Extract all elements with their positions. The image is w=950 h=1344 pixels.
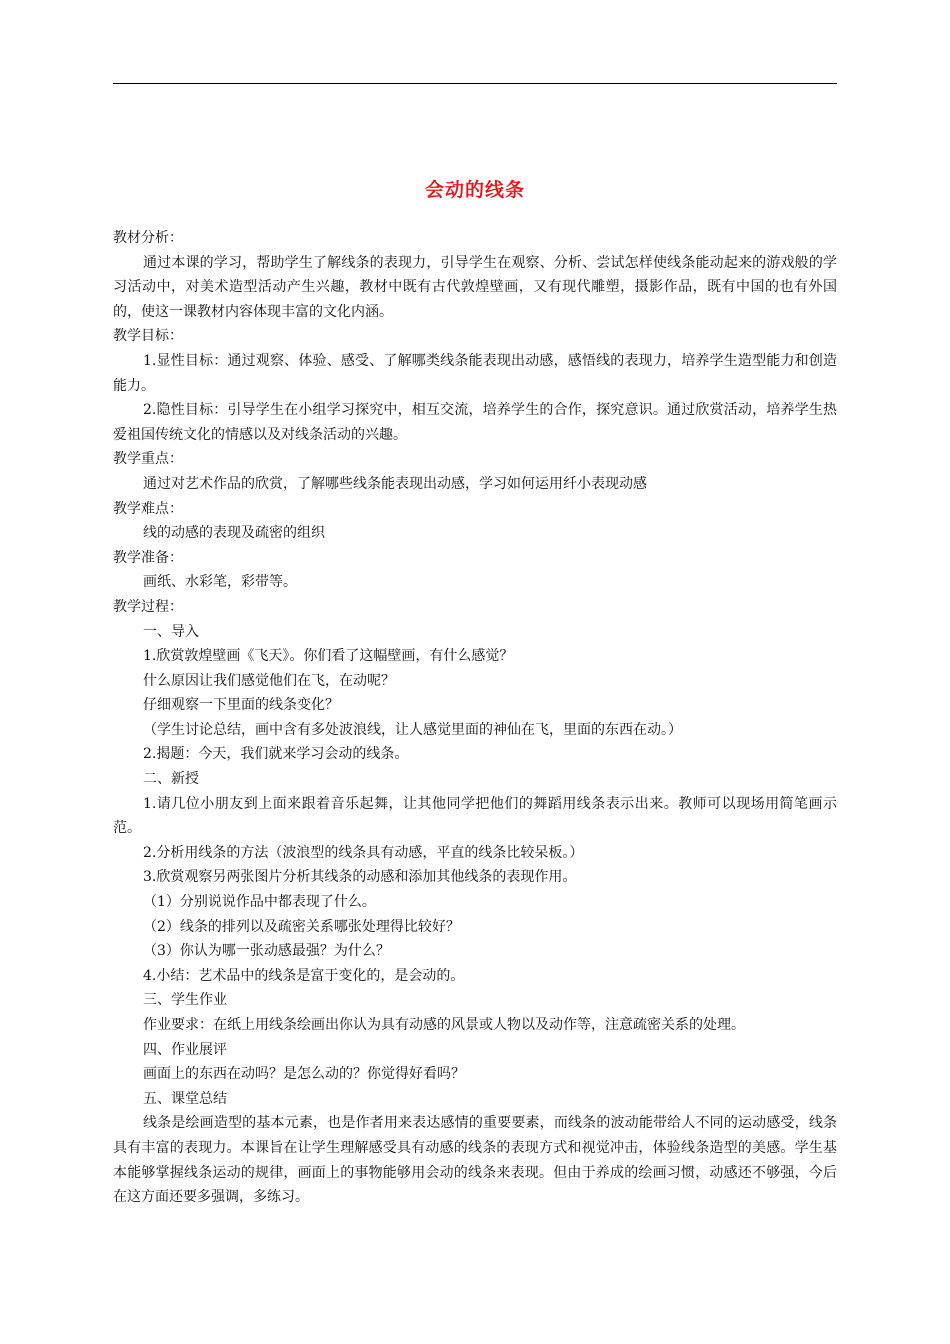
process-line: （学生讨论总结，画中含有多处波浪线，让人感觉里面的神仙在飞，里面的东西在动。） [143,721,682,738]
process-line: 四、作业展评 [143,1041,227,1058]
paragraph-difficulty: 线的动感的表现及疏密的组织 [143,525,325,542]
paragraph-analysis: 通过本课的学习，帮助学生了解线条的表现力，引导学生在观察、分析、尝试怎样使线条能动起来的游戏般的学习活动中，对美术造型活动产生兴趣，教材中既有古代敦煌壁画，又有现代雕塑，摄影作品，既有中国的也有外国的，使这一课教材内容体现丰富的文化内涵。 [113,254,837,320]
page-title: 会动的线条 [424,179,525,201]
section-heading-difficulty: 教学难点： [113,500,183,517]
paragraph-goal-explicit: 1.显性目标：通过观察、体验、感受、了解哪类线条能表现出动感，感悟线的表现力，培养学生造型能力和创造能力。 [113,352,837,394]
section-heading-goals: 教学目标： [113,328,183,345]
process-line: 画面上的东西在动吗？是怎么动的？你觉得好看吗？ [143,1066,465,1083]
process-line: 仔细观察一下里面的线条变化？ [143,697,339,714]
process-line: 什么原因让我们感觉他们在飞，在动呢？ [143,672,395,689]
section-heading-analysis: 教材分析： [113,230,183,246]
process-line: 1.欣赏敦煌壁画《飞天》。你们看了这幅壁画，有什么感觉？ [143,648,514,665]
process-line: 2.揭题：今天，我们就来学习会动的线条。 [143,746,409,763]
process-line: 作业要求：在纸上用线条绘画出你认为具有动感的风景或人物以及动作等，注意疏密关系的处理。 [143,1017,745,1033]
paragraph-prep: 画纸、水彩笔，彩带等。 [143,574,297,591]
section-heading-process: 教学过程： [113,598,183,615]
process-line: 4.小结：艺术品中的线条是富于变化的，是会动的。 [143,967,465,984]
paragraph-goal-implicit: 2.隐性目标：引导学生在小组学习探究中，相互交流，培养学生的合作，探究意识。通过欣赏活动，培养学生热爱祖国传统文化的情感以及对线条活动的兴趣。 [113,402,837,443]
document-body [113,226,837,1210]
process-line: （2）线条的排列以及疏密关系哪张处理得比较好？ [143,918,460,935]
process-line: 3.欣赏观察另两张图片分析其线条的动感和添加其他线条的表现作用。 [143,869,577,886]
process-line: 2.分析用线条的方法（波浪型的线条具有动感，平直的线条比较呆板。） [143,844,584,861]
process-line: （3）你认为哪一张动感最强？为什么？ [143,943,390,960]
paragraph-focus: 通过对艺术作品的欣赏，了解哪些线条能表现出动感，学习如何运用纤小表现动感 [143,475,647,492]
process-line: 1.请几位小朋友到上面来跟着音乐起舞，让其他同学把他们的舞蹈用线条表示出来。教师可以现场用简笔画示范。 [113,795,837,837]
process-line: （1）分别说说作品中都表现了什么。 [143,894,376,911]
header-rule [113,83,837,84]
process-line: 线条是绘画造型的基本元素，也是作者用来表达感情的重要要素，而线条的波动能带给人不同的运动感受，线条具有丰富的表现力。本课旨在让学生理解感受具有动感的线条的表现方式和视觉冲击，体验线条造型的美感。学生基本能够掌握线条运动的规律，画面上的事物能够用会动的线条来表现。但由于养成的绘画习惯，动感还不够强，今后在这方面还要多强调，多练习。 [113,1115,837,1206]
process-line: 一、导入 [143,623,199,640]
section-heading-prep: 教学准备： [113,549,183,566]
process-line: 五、课堂总结 [143,1090,227,1107]
process-line: 二、新授 [143,771,199,788]
process-line: 三、学生作业 [143,992,227,1009]
section-heading-focus: 教学重点： [113,451,183,468]
